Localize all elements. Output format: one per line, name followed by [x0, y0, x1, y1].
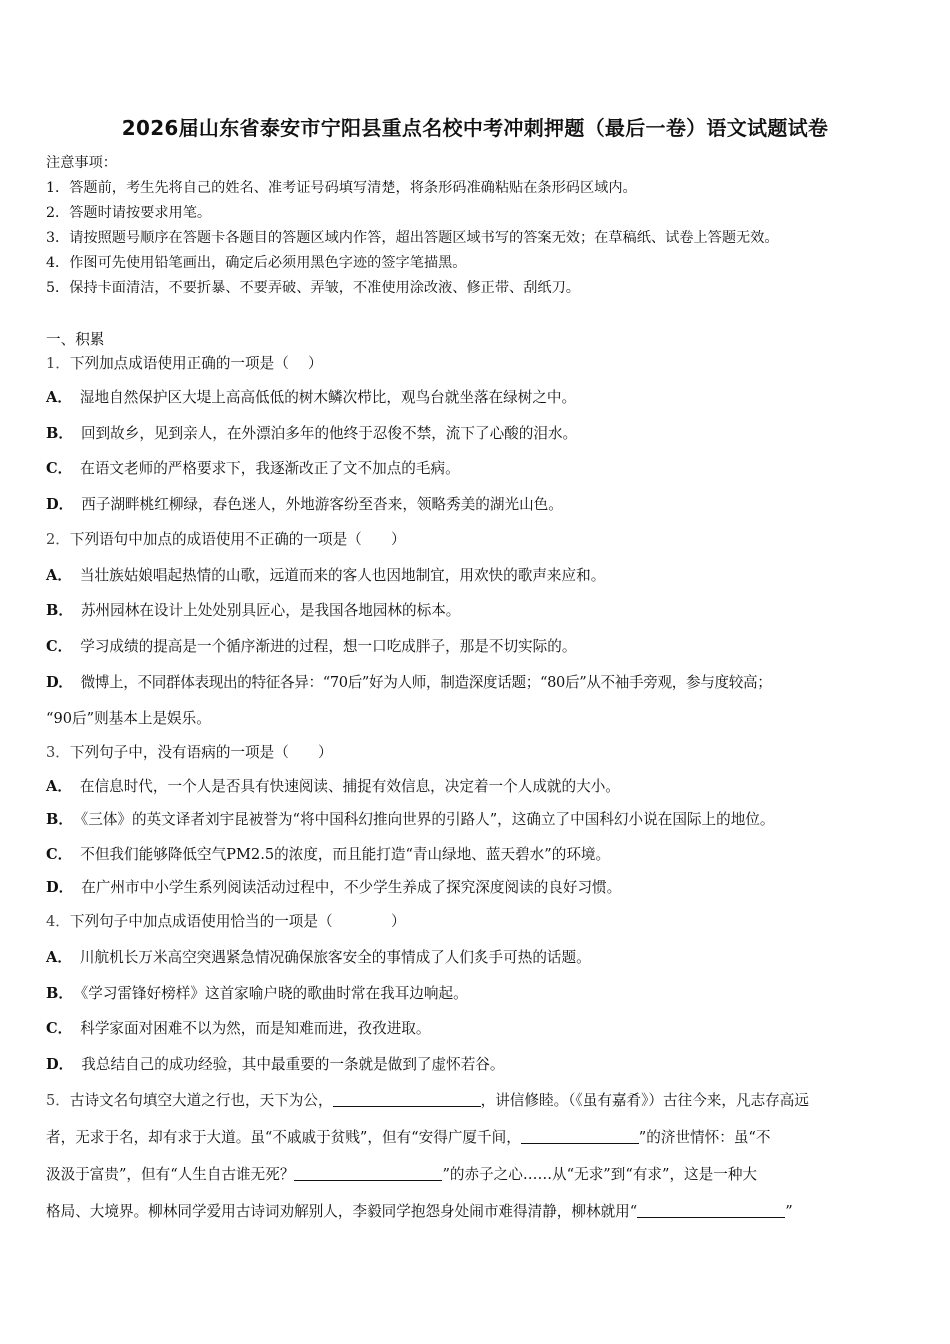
option-text: 苏州园林在设计上处处别具匠心，是我国各地园林的标本。 [80, 602, 461, 619]
option-row [46, 635, 576, 656]
option-row [46, 457, 460, 478]
option-text: 《学习雷锋好榜样》这首家喻户晓的歌曲时常在我耳边响起。 [80, 985, 468, 1002]
option-text: 川航机长万米高空突遇紧急情况确保旅客安全的事情成了人们炙手可热的话题。 [79, 949, 591, 966]
option-label: B． [46, 602, 73, 619]
question-number: 5． [46, 1092, 70, 1109]
option-row [46, 599, 460, 620]
option-label: D． [46, 879, 74, 896]
option-text: 我总结自己的成功经验，其中最重要的一条就是做到了虚怀若谷。 [81, 1056, 505, 1073]
question-number: 3． [46, 744, 70, 761]
question-text: 古诗文名句填空大道之行也，天下为公， [69, 1092, 333, 1109]
question-number: 4． [46, 913, 70, 930]
notice-item: 2．答题时请按要求用笔。 [46, 205, 212, 221]
question-text: ”的赤子之心……从“无求”到“有求”，这是一种大 [442, 1166, 758, 1183]
question-stem [46, 741, 333, 762]
option-label: C． [46, 638, 73, 655]
option-row [46, 422, 577, 443]
option-label: B． [46, 811, 73, 828]
question-text: 下列句子中加点成语使用恰当的一项是（ ） [69, 913, 406, 930]
option-text: 在信息时代，一个人是否具有快速阅读、捕捉有效信息，决定着一个人成就的大小。 [79, 778, 620, 795]
question-text: 下列语句中加点的成语使用不正确的一项是（ ） [69, 531, 406, 548]
option-row [46, 671, 771, 692]
question-text: 下列句子中，没有语病的一项是（ ） [69, 744, 333, 761]
question-text: ，讲信修睦。（《虽有嘉肴》）古往今来，凡志存高远 [480, 1092, 809, 1109]
option-row [46, 982, 468, 1003]
option-text: 不但我们能够降低空气PM2.5的浓度，而且能打造“青山绿地、蓝天碧水”的环境。 [80, 846, 611, 863]
option-row [46, 386, 576, 407]
question-number: 2． [46, 531, 70, 548]
option-row [46, 1017, 430, 1038]
answer-blank[interactable] [637, 1203, 785, 1218]
question-stem [46, 910, 406, 931]
fill-blank-line [46, 1126, 770, 1147]
answer-blank[interactable] [333, 1092, 481, 1107]
option-text: 在广州市中小学生系列阅读活动过程中，不少学生养成了探究深度阅读的良好习惯。 [81, 879, 622, 896]
option-label: B． [46, 985, 73, 1002]
option-text: 科学家面对困难不以为然，而是知难而进，孜孜进取。 [80, 1020, 431, 1037]
question-text: ” [785, 1203, 793, 1220]
option-label: A． [46, 567, 72, 584]
answer-blank[interactable] [521, 1129, 639, 1144]
question-text: 格局、大境界。柳林同学爱用古诗词劝解别人，李毅同学抱怨身处闹市难得清静，柳林就用“ [46, 1203, 638, 1220]
option-label: A． [46, 389, 72, 406]
option-row [46, 564, 605, 585]
question-text: 者，无求于名，却有求于大道。虽“不戚戚于贫贱”，但有“安得广厦千间， [46, 1129, 521, 1146]
option-text: 学习成绩的提高是一个循序渐进的过程，想一口吃成胖子，那是不切实际的。 [80, 638, 577, 655]
fill-blank-line [46, 1089, 809, 1110]
option-row [46, 1053, 504, 1074]
page-title: 2026届山东省泰安市宁阳县重点名校中考冲刺押题（最后一卷）语文试题试卷 [121, 116, 829, 140]
option-row [46, 876, 621, 897]
notice-item: 3．请按照题号顺序在答题卡各题目的答题区域内作答，超出答题区域书写的答案无效；在草稿纸、试卷上答题无效。 [46, 230, 779, 246]
option-label: C． [46, 1020, 73, 1037]
option-text: 湿地自然保护区大堤上高高低低的树木鳞次栉比，观鸟台就坐落在绿树之中。 [79, 389, 577, 406]
option-label: C． [46, 846, 73, 863]
option-row [46, 808, 774, 829]
notice-item: 5．保持卡面清洁，不要折暴、不要弄破、弄皱，不准使用涂改液、修正带、刮纸刀。 [46, 280, 580, 296]
option-label: A． [46, 778, 72, 795]
option-row [46, 946, 591, 967]
question-stem [46, 352, 323, 373]
option-text: 当壮族姑娘唱起热情的山歌，远道而来的客人也因地制宜，用欢快的歌声来应和。 [79, 567, 606, 584]
section-heading: 一、积累 [46, 331, 105, 348]
option-label: B． [46, 425, 73, 442]
option-text: 在语文老师的严格要求下，我逐渐改正了文不加点的毛病。 [80, 460, 460, 477]
option-label: A． [46, 949, 72, 966]
option-label: C． [46, 460, 73, 477]
option-row [46, 843, 610, 864]
fill-blank-line [46, 1200, 793, 1221]
notice-item: 4．作图可先使用铅笔画出，确定后必须用黑色字迹的签字笔描黑。 [46, 255, 467, 271]
question-text: 汲汲于富贵”，但有“人生自古谁无死？ [46, 1166, 295, 1183]
question-text: 下列加点成语使用正确的一项是（ ） [69, 355, 323, 372]
notice-heading: 注意事项： [46, 155, 117, 171]
answer-blank[interactable] [294, 1166, 442, 1181]
option-label: D． [46, 496, 74, 513]
question-number: 1． [46, 355, 70, 372]
option-text: 西子湖畔桃红柳绿，春色迷人，外地游客纷至沓来，领略秀美的湖光山色。 [81, 496, 563, 513]
option-text: 微博上，不同群体表现出的特征各异：“70后”好为人师，制造深度话题；“80后”从不袖手旁观，参与度较高； [80, 674, 772, 691]
question-stem [46, 528, 406, 549]
option-continuation: “90后”则基本上是娱乐。 [46, 710, 211, 727]
option-text: 《三体》的英文译者刘宇昆被誉为“将中国科幻推向世界的引路人”，这确立了中国科幻小说在国际上的地位。 [80, 811, 775, 828]
option-row [46, 775, 620, 796]
option-text: 回到故乡，见到亲人，在外漂泊多年的他终于忍俊不禁，流下了心酸的泪水。 [80, 425, 578, 442]
notice-item: 1．答题前，考生先将自己的姓名、准考证号码填写清楚，将条形码准确粘贴在条形码区域内。 [46, 180, 637, 196]
option-row [46, 493, 563, 514]
option-label: D． [46, 674, 73, 691]
question-text: ”的济世情怀：虽“不 [638, 1129, 771, 1146]
option-label: D． [46, 1056, 74, 1073]
fill-blank-line [46, 1163, 757, 1184]
